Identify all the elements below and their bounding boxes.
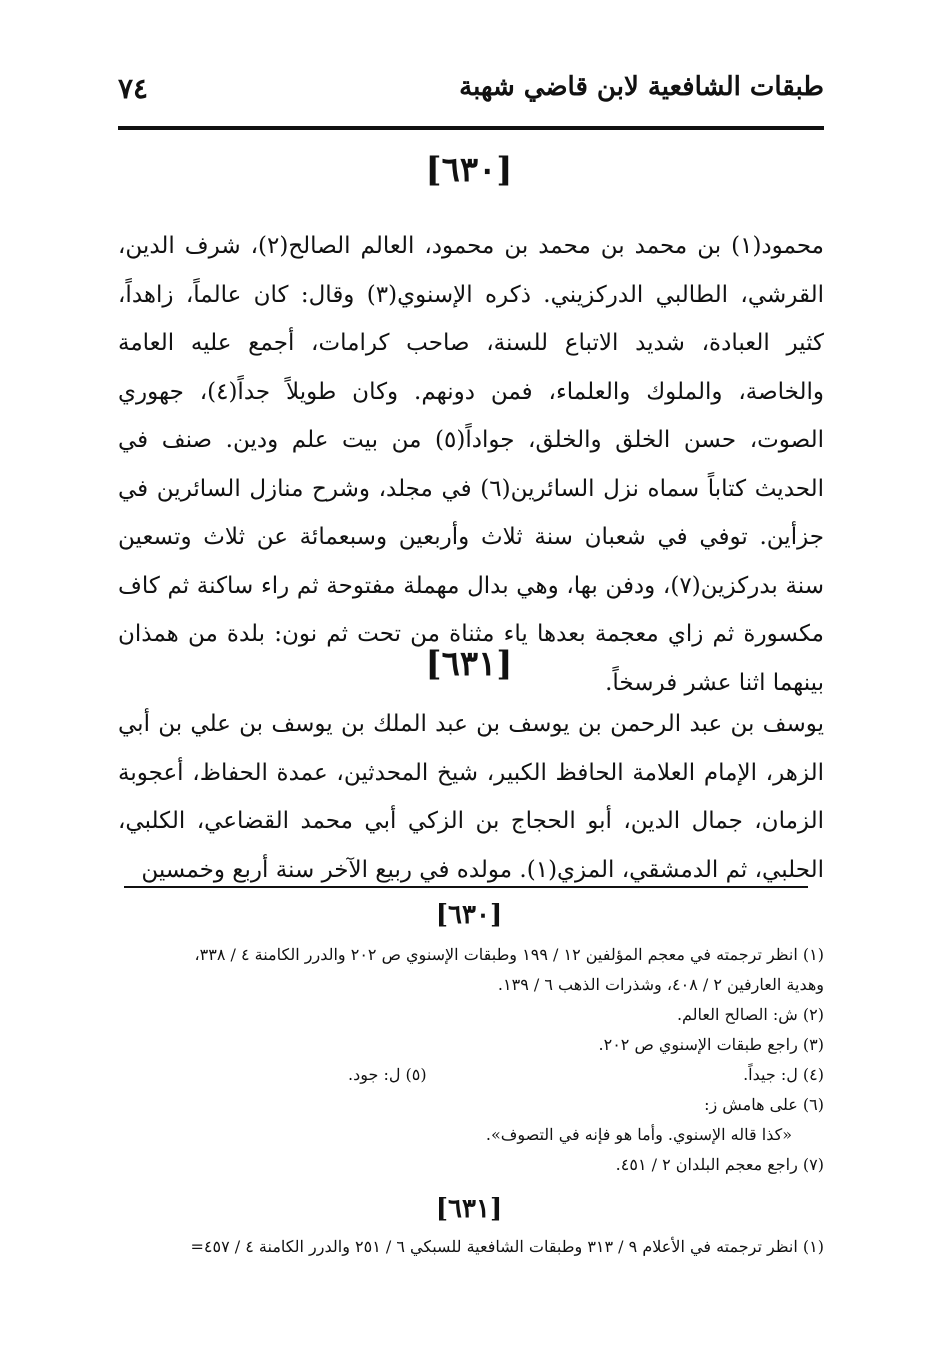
footnote-631-1: (١) انظر ترجمته في الأعلام ٩ / ٣١٣ وطبقات الشافعية للسبكي ٦ / ٢٥١ والدرر الكامنة ٤ / ٤٥٧= [190, 1237, 824, 1256]
entry-630-text [118, 222, 824, 707]
footnote-6-quote: «كذا قاله الإسنوي. وأما هو فإنه في التصوف». [485, 1125, 792, 1144]
footnote-4: (٤) ل: جيداً. [743, 1065, 824, 1084]
page-header [118, 72, 824, 122]
footnote-line: (١) انظر ترجمته في معجم المؤلفين ١٢ / ١٩٩ وطبقات الإسنوي ص ٢٠٢ والدرر الكامنة ٤ / ٣٣٨، [194, 945, 824, 964]
entry-631-paragraph: يوسف بن عبد الرحمن بن يوسف بن عبد الملك بن يوسف بن علي بن أبي الزهر، الإمام العلامة الحافظ الكبير، شيخ المحدثين، عمدة الحفاظ، أعجوبة الزمان، جمال الدين، أبو الحجاج بن الزكي أبي محمد القضاعي، الكلبي، الحلبي، ثم الدمشقي، المزي(١). مولده في ربيع الآخر سنة أربع وخمسين [118, 711, 824, 883]
header-divider [118, 126, 824, 130]
footnote-6: (٦) على هامش ز: [704, 1095, 824, 1114]
entry-630-paragraph: محمود(١) بن محمد بن محمد بن محمود، العالم الصالح(٢)، شرف الدين، القرشي، الطالبي الدركزيني. ذكره الإسنوي(٣) وقال: كان عالماً، زاهداً، كثير العبادة، شديد الاتباع للسنة، صاحب كرامات، أجمع عليه العامة والخاصة، والملوك والعلماء، فمن دونهم. وكان طويلاً جداً(٤)، جهوري الصوت، حسن الخلق والخلق، جواداً(٥) من بيت علم ودين. صنف في الحديث كتاباً سماه نزل السائرين(٦) في مجلد، وشرح منازل السائرين في جزأين. توفي في شعبان سنة ثلاث وأربعين وسبعمائة عن ثلاث وتسعين سنة بدركزين(٧)، ودفن بها، وهي بدال مهملة مفتوحة ثم راء ساكنة ثم كاف مكسورة ثم زاي معجمة بعدها ياء مثناة من تحت ثم نون: بلدة من همذان بينهما اثنا عشر فرسخاً. [118, 233, 825, 696]
footnote-row-4-5 [118, 1060, 824, 1090]
footnote-divider [124, 886, 808, 888]
page-number: ٧٤ [118, 72, 149, 105]
entry-631-text [118, 700, 824, 894]
running-title: طبقات الشافعية لابن قاضي شهبة [459, 72, 824, 102]
footnote-heading-631: [٦٣١] [435, 1194, 503, 1224]
footnote-line: (٣) راجع طبقات الإسنوي ص ٢٠٢. [598, 1035, 824, 1054]
footnote-5: (٥) ل: جود. [348, 1065, 427, 1084]
footnote-7: (٧) راجع معجم البلدان ٢ / ٤٥١. [615, 1155, 824, 1174]
footnote-heading-630: [٦٣٠] [435, 900, 503, 930]
footnote-line: (٢) ش: الصالح العالم. [676, 1005, 824, 1024]
entry-number-631: [٦٣١] [425, 644, 513, 684]
footnotes-631 [118, 1232, 824, 1262]
footnote-line: وهدية العارفين ٢ / ٤٠٨، وشذرات الذهب ٦ / ١٣٩. [497, 975, 824, 994]
footnotes-630 [118, 940, 824, 1180]
entry-number-630: [٦٣٠] [425, 150, 513, 190]
